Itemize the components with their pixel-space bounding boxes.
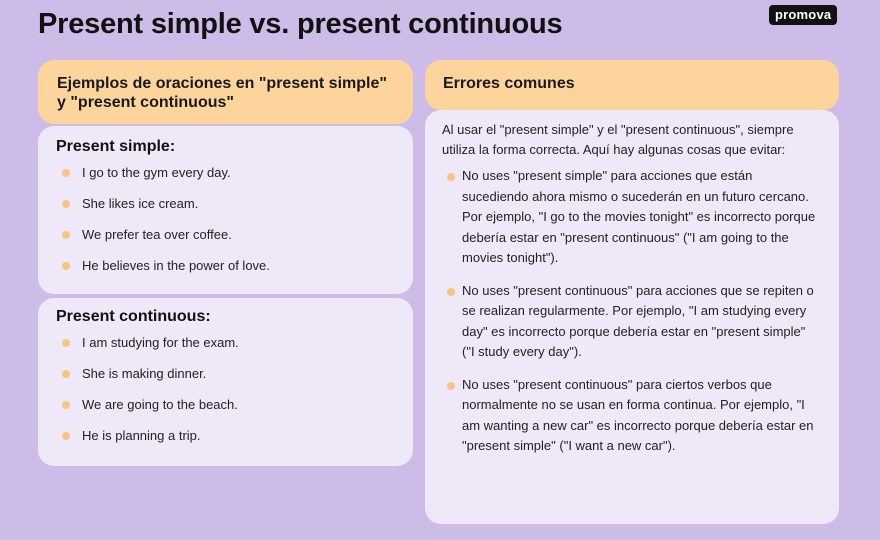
list-item: No uses "present simple" para acciones que están sucediendo ahora mismo o sucederán en un futuro cercano. Por ejemplo, "I go to the movies tonight" es incorrecto porque debería estar en "present continuous" ("I am going to the movies tonight"). — [442, 166, 821, 269]
present-continuous-list — [56, 334, 395, 458]
bullet-icon — [62, 339, 70, 347]
present-simple-heading: Present simple: — [56, 138, 176, 155]
bullet-icon — [62, 200, 70, 208]
bullet-icon — [62, 231, 70, 239]
bullet-icon — [62, 432, 70, 440]
errors-intro: Al usar el "present simple" y el "present continuous", siempre utiliza la forma correcta. Aquí hay algunas cosas que evitar: — [442, 122, 794, 157]
common-errors-card — [425, 110, 839, 524]
list-item: We are going to the beach. — [56, 396, 395, 427]
errors-list — [442, 166, 821, 457]
list-item: We prefer tea over coffee. — [56, 226, 395, 257]
page-title: Present simple vs. present continuous — [38, 8, 563, 40]
list-item: She is making dinner. — [56, 365, 395, 396]
list-item: I go to the gym every day. — [56, 164, 395, 195]
present-simple-list — [56, 164, 395, 288]
bullet-icon — [447, 288, 455, 296]
bullet-icon — [447, 382, 455, 390]
bullet-icon — [62, 370, 70, 378]
list-item: I am studying for the exam. — [56, 334, 395, 365]
present-continuous-heading: Present continuous: — [56, 308, 211, 325]
list-item: No uses "present continuous" para ciertos verbos que normalmente no se usan en forma continua. Por ejemplo, "I am wanting a new car" es incorrecto porque debería estar en "present simple" ("I want a new car"). — [442, 375, 821, 457]
bullet-icon — [62, 401, 70, 409]
present-simple-card — [38, 126, 413, 294]
list-item: He believes in the power of love. — [56, 257, 395, 288]
brand-logo: promova — [769, 5, 837, 25]
common-errors-header: Errores comunes — [425, 60, 839, 110]
bullet-icon — [62, 262, 70, 270]
present-continuous-card — [38, 298, 413, 466]
bullet-icon — [447, 173, 455, 181]
list-item: She likes ice cream. — [56, 195, 395, 226]
bullet-icon — [62, 169, 70, 177]
list-item: No uses "present continuous" para acciones que se repiten o se realizan regularmente. Por ejemplo, "I am studying every day" es incorrecto porque debería estar en "present simple" ("I study every day"). — [442, 281, 821, 363]
list-item: He is planning a trip. — [56, 427, 395, 458]
examples-header: Ejemplos de oraciones en "present simple" y "present continuous" — [38, 60, 413, 124]
